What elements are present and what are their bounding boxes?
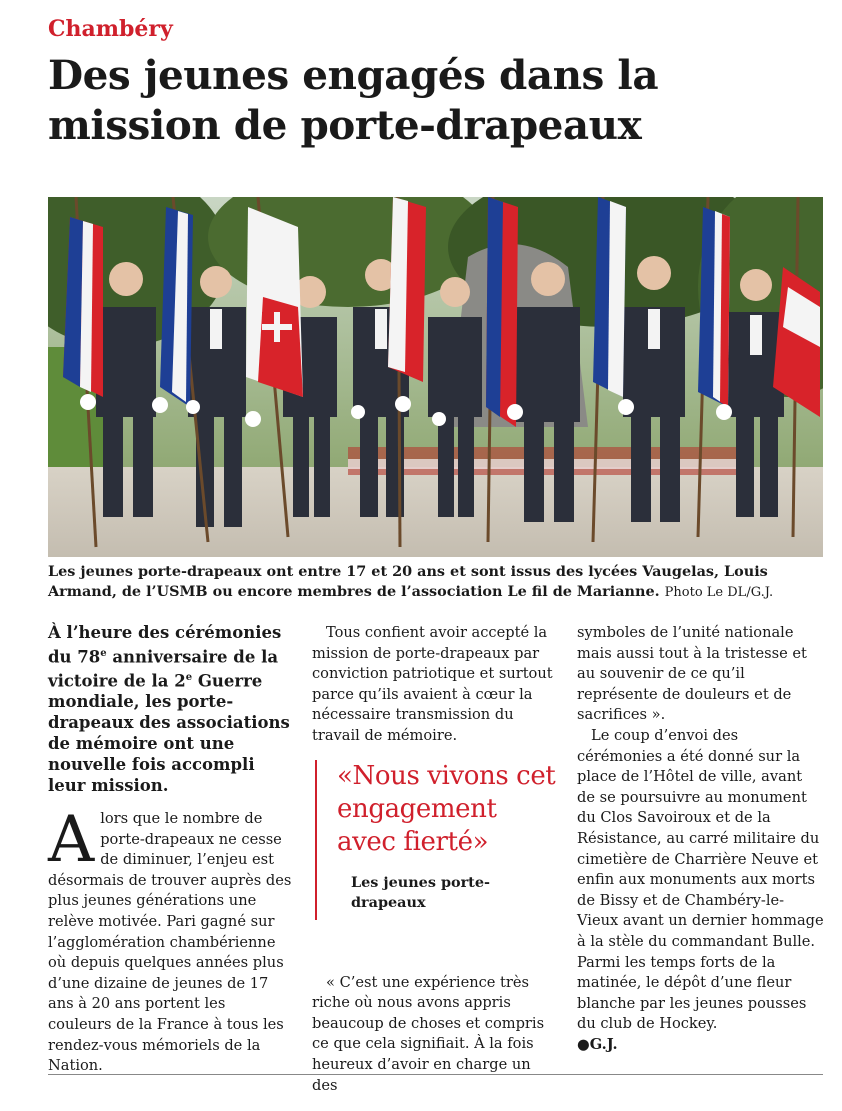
pull-quote-bar xyxy=(315,760,317,920)
bottom-rule xyxy=(48,1074,823,1075)
article-photo xyxy=(48,197,823,557)
lead-text-3: Guerre mondiale, les porte-drapeaux des associations de mémoire ont une nouvelle fois accompli leur mission. xyxy=(48,671,290,795)
caption-text: Les jeunes porte-drapeaux ont entre 17 et 20 ans et sont issus des lycées Vaugelas, Louis Armand, de l’USMB ou encore membres de l’association Le fil de Marianne. xyxy=(48,563,768,600)
article-headline: Des jeunes engagés dans la mission de porte-drapeaux xyxy=(48,51,659,149)
lead-sup-2: e xyxy=(185,672,193,684)
author-signature: ●G.J. xyxy=(577,1035,618,1053)
lead-text-2: anniversaire de la victoire de la 2 xyxy=(48,647,279,691)
pull-quote-source: Les jeunes porte-drapeaux xyxy=(351,874,490,911)
body-paragraph-4: symboles de l’unité nationale mais aussi tout à la tristesse et au souvenir de ce qu’il représente de douleurs et de sacrifices ». xyxy=(577,624,807,724)
body-paragraph-1 xyxy=(48,803,293,1077)
body-paragraph-5: Le coup d’envoi des cérémonies a été donné sur la place de l’Hôtel de ville, avant de se poursuivre au monument du Clos Savoiroux et de la Résistance, au carré militaire du cimetière de Charrière Neuve et enfin aux monuments aux morts de Bissy et de Chambéry-le-Vieux avant un dernier hommage à la stèle du commandant Bulle. Parmi les temps forts de la matinée, le dépôt d’une fleur blanche par les jeunes pousses du club de Hockey. xyxy=(577,726,824,1033)
body-paragraph-3 xyxy=(312,958,560,1111)
column-3 xyxy=(577,623,824,1055)
lead-text-1: À l’heure des cérémonies du 78 xyxy=(48,623,282,667)
lead-paragraph xyxy=(48,623,293,796)
photo-caption xyxy=(48,562,823,603)
body-text-3: « C’est une expérience très riche où nous avons appris beaucoup de choses et compris ce que cela signifiait. À la fois heureux d’avoir en charge un des xyxy=(312,973,545,1094)
pull-quote xyxy=(315,760,560,913)
section-rubric: Chambéry xyxy=(48,16,173,42)
photo-credit: Photo Le DL/G.J. xyxy=(664,585,774,600)
group-photo-illustration xyxy=(48,197,823,557)
body-text-1: lors que le nombre de porte-drapeaux ne cesse de diminuer, l’enjeu est désormais de trouver auprès des plus jeunes générations une relève motivée. Pari gagné sur l’agglomération chambérienne où depuis quelques années plus d’une dizaine de jeunes de 17 ans à 20 ans portent les couleurs de la France à tous les rendez-vous mémoriels de la Nation. xyxy=(48,810,292,1075)
column-2 xyxy=(312,623,560,747)
body-paragraph-2: Tous confient avoir accepté la mission de porte-drapeaux par conviction patriotique et surtout parce qu’ils avaient à cœur la nécessaire transmission du travail de mémoire. xyxy=(312,624,553,744)
lead-sup-1: e xyxy=(100,647,107,659)
drop-cap: A xyxy=(48,803,95,877)
pull-quote-text: «Nous vivons cet engagement avec fierté» xyxy=(337,761,556,857)
